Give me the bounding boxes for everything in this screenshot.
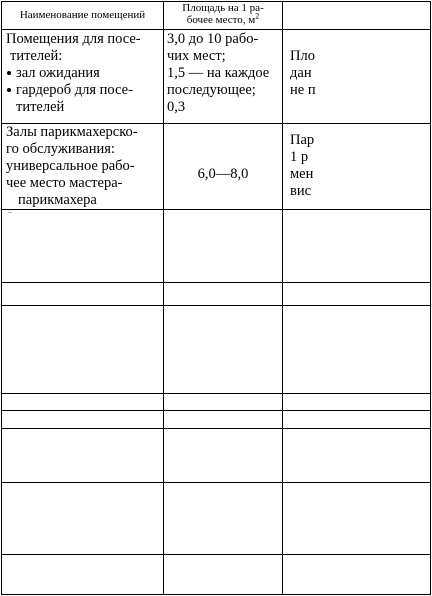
table-rule [1, 29, 431, 30]
row1-bullet-1-text: зал ожидания [16, 65, 100, 81]
header-col2-sup: 2 [255, 11, 260, 21]
row1-col1-line1: Помещения для посе- [6, 31, 141, 47]
row1-col2-line5: 0,3 [167, 99, 186, 115]
text-fragment: ⁻ [8, 210, 13, 219]
row1-bullet-item-1 [6, 65, 163, 82]
table-rule [1, 594, 431, 595]
bullet-icon [7, 88, 11, 92]
row2-col2 [164, 166, 282, 183]
table-rule [430, 1, 431, 595]
table-rule [1, 305, 431, 306]
table-rule [282, 1, 283, 595]
row2-col1-line5: парикмахера [18, 192, 97, 208]
row2-col1-line4: чее место мастера- [6, 175, 123, 191]
row1-col3-line1: Пло [290, 48, 315, 64]
row1-col3-line2: дан [290, 65, 312, 81]
row1-col1-line2: тителей: [10, 48, 63, 64]
row1-col1-tail: тителей [16, 99, 65, 115]
header-col1 [2, 9, 163, 21]
header-col1-text: Наименование помещений [19, 9, 146, 21]
row2-col3 [290, 132, 314, 200]
row1-col2-line3: 1,5 — на каждое [167, 65, 270, 81]
row1-col3-line3: не п [290, 82, 316, 98]
table-rule [1, 554, 431, 555]
row1-col1 [6, 31, 163, 116]
table-rule [1, 393, 431, 394]
table-rule [1, 209, 431, 210]
row2-col3-line4: вис [290, 183, 312, 199]
row2-col1-line1: Залы парикмахерско- [6, 124, 138, 140]
row1-bullet-2-text: гардероб для посе- [16, 82, 133, 98]
row1-col2-line2: чих мест; [167, 48, 226, 64]
table-rule [163, 1, 164, 595]
table-rule [1, 282, 431, 283]
row1-col2-line4: последующее; [167, 82, 256, 98]
header-col2-line1: Площадь на 1 ра- [182, 2, 264, 14]
row2-col3-line1: Пар [290, 132, 314, 148]
row1-col3 [290, 48, 320, 99]
row2-col3-line3: мен [290, 166, 314, 182]
row1-col2 [167, 31, 282, 116]
row1-col2-line1: 3,0 до 10 рабо- [167, 31, 259, 47]
row1-bullet-item-2 [6, 82, 163, 99]
table-rule [1, 1, 2, 595]
row2-col3-line2: 1 р [290, 149, 309, 165]
row2-col2-value: 6,0—8,0 [197, 166, 249, 182]
table-rule [1, 410, 431, 411]
header-col2-line2 [164, 11, 282, 26]
header-col2 [164, 2, 282, 26]
row2-col1 [6, 124, 163, 209]
table-rule [1, 482, 431, 483]
row2-col1-line3: универсальное рабо- [6, 158, 135, 174]
row2-col1-line2: го обслуживания: [6, 141, 115, 157]
table-rule [1, 428, 431, 429]
bullet-icon [7, 71, 11, 75]
header-col2-unit: бочее место, м [186, 14, 256, 26]
